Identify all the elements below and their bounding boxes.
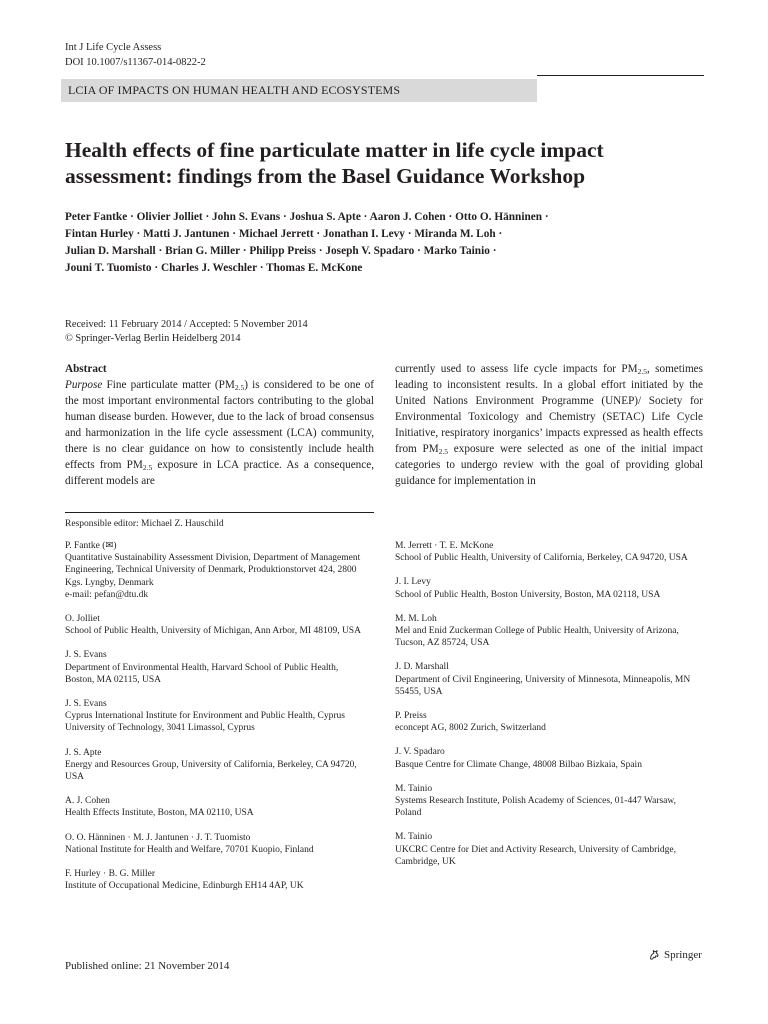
doi: DOI 10.1007/s11367-014-0822-2	[65, 57, 206, 68]
affiliation-names: M. Jerrett · T. E. McKone	[395, 541, 494, 551]
affiliation-names: J. I. Levy	[395, 577, 431, 588]
affiliation	[65, 868, 365, 892]
header-rule	[537, 75, 704, 76]
affiliation-address: Department of Civil Engineering, University of Minnesota, Minneapolis, MN 55455, USA	[395, 674, 691, 697]
affiliation	[65, 795, 365, 819]
affiliation	[65, 540, 365, 601]
abstract-text: currently used to assess life cycle impacts for PM	[395, 363, 638, 375]
springer-horse-icon	[648, 948, 661, 961]
subscript: 2.5	[142, 463, 153, 472]
affiliation-address: Health Effects Institute, Boston, MA 02110, USA	[65, 808, 254, 819]
subscript: 2.5	[637, 367, 647, 376]
affiliation-names: J. S. Evans	[65, 699, 107, 710]
affiliation	[395, 783, 695, 820]
affiliation-address: Quantitative Sustainability Assessment Division, Department of Management Engineering, Technical University of Denmark, Produktionstorvet 424, 2800 Kgs. Lyngby, Denmark	[65, 553, 361, 588]
abstract-right-column	[395, 361, 703, 489]
subscript: 2.5	[234, 383, 245, 392]
affiliation-address: Systems Research Institute, Polish Academy of Sciences, 01-447 Warsaw, Poland	[395, 796, 677, 819]
affiliation-names: O. Jolliet	[65, 614, 100, 625]
author-line: Fintan Hurley · Matti J. Jantunen · Michael Jerrett · Jonathan I. Levy · Miranda M. Loh ·	[65, 228, 503, 240]
abstract-heading: Abstract	[65, 363, 107, 375]
affiliation	[65, 698, 365, 735]
abstract-left-column	[65, 361, 374, 489]
published-online: Published online: 21 November 2014	[65, 960, 230, 972]
section-band: LCIA OF IMPACTS ON HUMAN HEALTH AND ECOSYSTEMS	[61, 79, 537, 102]
publication-dates	[65, 318, 308, 346]
affiliation-address: Mel and Enid Zuckerman College of Public Health, University of Arizona, Tucson, AZ 85724, USA	[395, 626, 679, 649]
affiliation	[395, 831, 695, 868]
journal-header	[65, 40, 206, 70]
affiliation-address: Basque Centre for Climate Change, 48008 Bilbao Bizkaia, Spain	[395, 759, 642, 770]
purpose-label: Purpose	[65, 379, 103, 391]
affiliation	[65, 649, 365, 686]
abstract-text: Fine particulate matter (PM	[102, 379, 235, 391]
affiliation-names: M. M. Loh	[395, 613, 437, 624]
footnote-rule	[65, 512, 374, 513]
publisher-name: Springer	[664, 948, 702, 961]
affiliation-address: Institute of Occupational Medicine, Edinburgh EH14 4AP, UK	[65, 881, 304, 892]
affiliations-right	[395, 540, 695, 880]
affiliation-address: School of Public Health, University of Michigan, Ann Arbor, MI 48109, USA	[65, 626, 361, 637]
affiliation	[395, 746, 695, 770]
affiliation-address: National Institute for Health and Welfare, 70701 Kuopio, Finland	[65, 844, 314, 855]
affiliation-address: UKCRC Centre for Diet and Activity Research, University of Cambridge, Cambridge, UK	[395, 844, 676, 867]
affiliation	[395, 540, 695, 564]
abstract-text: exposure were selected as one of the initial impact categories to undergo review with the goal of providing global guidance for implementation in	[395, 443, 703, 487]
paper-title: Health effects of fine particulate matter in life cycle impact assessment: findings from the Basel Guidance Workshop	[65, 138, 604, 188]
author-list	[65, 209, 705, 277]
affiliation-names: J. S. Evans	[65, 650, 107, 661]
affiliation-names: O. O. Hänninen · M. J. Jantunen · J. T. Tuomisto	[65, 832, 251, 843]
subscript: 2.5	[438, 447, 449, 456]
affiliation	[395, 613, 695, 650]
author-line: Julian D. Marshall · Brian G. Miller · Philipp Preiss · Joseph V. Spadaro · Marko Tainio ·	[65, 245, 497, 257]
affiliation-address: econcept AG, 8002 Zurich, Switzerland	[395, 723, 546, 734]
affiliation-names: A. J. Cohen	[65, 796, 110, 807]
affiliation-address: Energy and Resources Group, University of California, Berkeley, CA 94720, USA	[65, 759, 357, 783]
affiliation-names: M. Tainio	[395, 783, 433, 794]
affiliation-address: School of Public Health, Boston University, Boston, MA 02118, USA	[395, 589, 661, 600]
affiliations-left	[65, 540, 365, 904]
affiliation-address: School of Public Health, University of California, Berkeley, CA 94720, USA	[395, 553, 688, 564]
affiliation	[65, 747, 365, 784]
affiliation	[65, 613, 365, 637]
affiliation-names: F. Hurley · B. G. Miller	[65, 869, 156, 880]
journal-name: Int J Life Cycle Assess	[65, 42, 162, 53]
author-line: Jouni T. Tuomisto · Charles J. Weschler · Thomas E. McKone	[65, 262, 363, 274]
affiliation	[395, 576, 695, 600]
email: e-mail: pefan@dtu.dk	[65, 589, 149, 600]
affiliation-names: J. V. Spadaro	[395, 747, 445, 758]
publisher-logo	[648, 948, 702, 961]
abstract-text: exposure in LCA practice. As a consequence, different models are	[65, 459, 374, 487]
affiliation	[395, 661, 695, 698]
affiliation	[395, 710, 695, 734]
affiliation-names: J. D. Marshall	[395, 662, 449, 673]
affiliation-names: M. Tainio	[395, 832, 433, 843]
abstract-text: ) is considered to be one of the most important environmental factors contributing to the global human disease burden. However, due to the lack of broad consensus and harmonization in the life cycle assessment (LCA) community, there is no clear guidance on how to consistently include health effects from PM	[65, 379, 374, 471]
affiliation-address: Department of Environmental Health, Harvard School of Public Health, Boston, MA 02115, USA	[65, 662, 339, 685]
copyright: © Springer-Verlag Berlin Heidelberg 2014	[65, 333, 241, 344]
affiliation-names: J. S. Apte	[65, 747, 102, 758]
abstract-text: , sometimes leading to inconsistent results. In a global effort initiated by the United Nations Environment Programme (UNEP)/ Society for Environmental Toxicology and Chemistry (SETAC) Life Cycle Initiative, respiratory inorganics’ impacts expressed as health effects from PM	[395, 363, 703, 455]
affiliation-address: Cyprus International Institute for Environment and Public Health, Cyprus University of Technology, 3041 Limassol, Cyprus	[65, 711, 345, 734]
affiliation	[65, 832, 365, 856]
author-line: Peter Fantke · Olivier Jolliet · John S. Evans · Joshua S. Apte · Aaron J. Cohen · Otto O. Hänninen ·	[65, 211, 549, 223]
responsible-editor: Responsible editor: Michael Z. Hauschild	[65, 519, 224, 529]
affiliation-names: P. Fantke (✉)	[65, 541, 117, 551]
affiliation-names: P. Preiss	[395, 711, 427, 722]
received-accepted: Received: 11 February 2014 / Accepted: 5 November 2014	[65, 319, 308, 330]
